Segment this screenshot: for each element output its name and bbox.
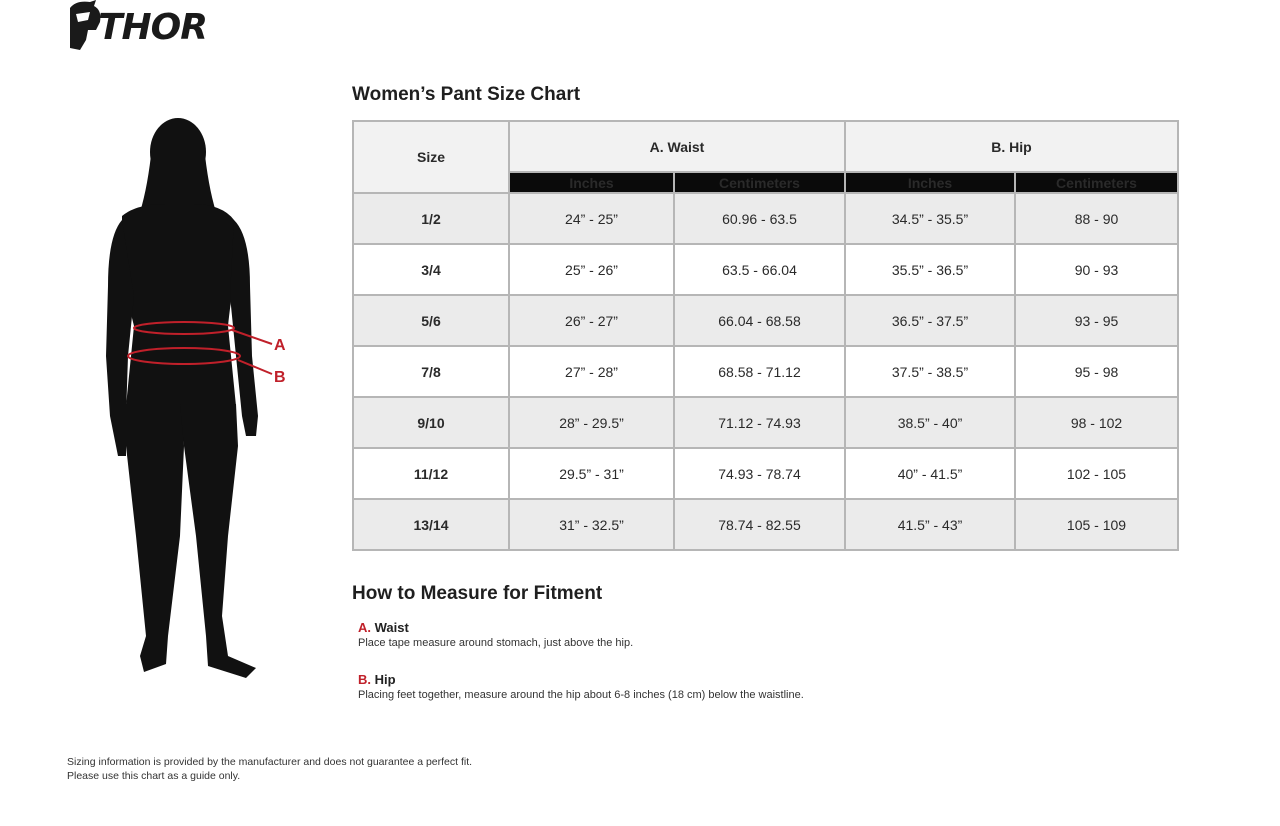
label-a: A [274, 337, 286, 354]
cell-waist-inches: 25” - 26” [509, 244, 674, 295]
cell-hip-inches: 38.5” - 40” [845, 397, 1015, 448]
subheader-waist-cm: Centimeters [674, 172, 845, 193]
cell-hip-inches: 34.5” - 35.5” [845, 193, 1015, 244]
cell-waist-cm: 71.12 - 74.93 [674, 397, 845, 448]
cell-waist-cm: 66.04 - 68.58 [674, 295, 845, 346]
body-silhouette [96, 116, 296, 686]
cell-waist-inches: 24” - 25” [509, 193, 674, 244]
table-row [353, 244, 1178, 295]
measure-name: Waist [374, 620, 409, 635]
table-row [353, 499, 1178, 550]
cell-hip-inches: 36.5” - 37.5” [845, 295, 1015, 346]
cell-size: 7/8 [353, 346, 509, 397]
table-row [353, 346, 1178, 397]
cell-hip-cm: 98 - 102 [1015, 397, 1178, 448]
measure-heading [358, 620, 633, 635]
cell-size: 3/4 [353, 244, 509, 295]
cell-hip-cm: 90 - 93 [1015, 244, 1178, 295]
cell-waist-cm: 68.58 - 71.12 [674, 346, 845, 397]
cell-size: 9/10 [353, 397, 509, 448]
measure-letter: A. [358, 620, 371, 635]
cell-waist-inches: 29.5” - 31” [509, 448, 674, 499]
cell-waist-inches: 27” - 28” [509, 346, 674, 397]
cell-size: 5/6 [353, 295, 509, 346]
measure-title: How to Measure for Fitment [352, 583, 603, 604]
cell-waist-cm: 60.96 - 63.5 [674, 193, 845, 244]
label-b: B [274, 369, 286, 386]
subheader-hip-inches: Inches [845, 172, 1015, 193]
cell-waist-inches: 31” - 32.5” [509, 499, 674, 550]
measure-item-waist [358, 620, 633, 649]
size-chart-title: Women’s Pant Size Chart [352, 84, 581, 105]
subheader-waist-inches: Inches [509, 172, 674, 193]
table-row [353, 448, 1178, 499]
cell-hip-cm: 95 - 98 [1015, 346, 1178, 397]
cell-waist-inches: 28” - 29.5” [509, 397, 674, 448]
header-hip: B. Hip [845, 121, 1178, 172]
size-table [352, 120, 1179, 551]
cell-hip-cm: 93 - 95 [1015, 295, 1178, 346]
cell-hip-inches: 41.5” - 43” [845, 499, 1015, 550]
cell-waist-cm: 74.93 - 78.74 [674, 448, 845, 499]
cell-waist-inches: 26” - 27” [509, 295, 674, 346]
cell-hip-cm: 105 - 109 [1015, 499, 1178, 550]
cell-size: 11/12 [353, 448, 509, 499]
measure-item-hip [358, 672, 804, 701]
table-row [353, 193, 1178, 244]
cell-hip-inches: 40” - 41.5” [845, 448, 1015, 499]
table-row [353, 397, 1178, 448]
measure-heading [358, 672, 804, 687]
cell-size: 1/2 [353, 193, 509, 244]
cell-hip-cm: 102 - 105 [1015, 448, 1178, 499]
measure-description: Placing feet together, measure around the hip about 6-8 inches (18 cm) below the waistline. [358, 689, 804, 701]
table-row [353, 295, 1178, 346]
header-waist: A. Waist [509, 121, 845, 172]
disclaimer [67, 755, 472, 783]
cell-waist-cm: 78.74 - 82.55 [674, 499, 845, 550]
subheader-hip-cm: Centimeters [1015, 172, 1178, 193]
cell-waist-cm: 63.5 - 66.04 [674, 244, 845, 295]
measure-letter: B. [358, 672, 371, 687]
brand-wordmark: THOR [98, 7, 208, 48]
cell-size: 13/14 [353, 499, 509, 550]
disclaimer-line: Sizing information is provided by the manufacturer and does not guarantee a perfect fit. [67, 756, 473, 768]
disclaimer-line: Please use this chart as a guide only. [67, 770, 241, 782]
measure-name: Hip [374, 672, 396, 687]
thor-logo [66, 0, 241, 52]
measure-description: Place tape measure around stomach, just above the hip. [358, 637, 634, 649]
cell-hip-inches: 37.5” - 38.5” [845, 346, 1015, 397]
cell-hip-cm: 88 - 90 [1015, 193, 1178, 244]
cell-hip-inches: 35.5” - 36.5” [845, 244, 1015, 295]
header-size: Size [353, 121, 509, 193]
